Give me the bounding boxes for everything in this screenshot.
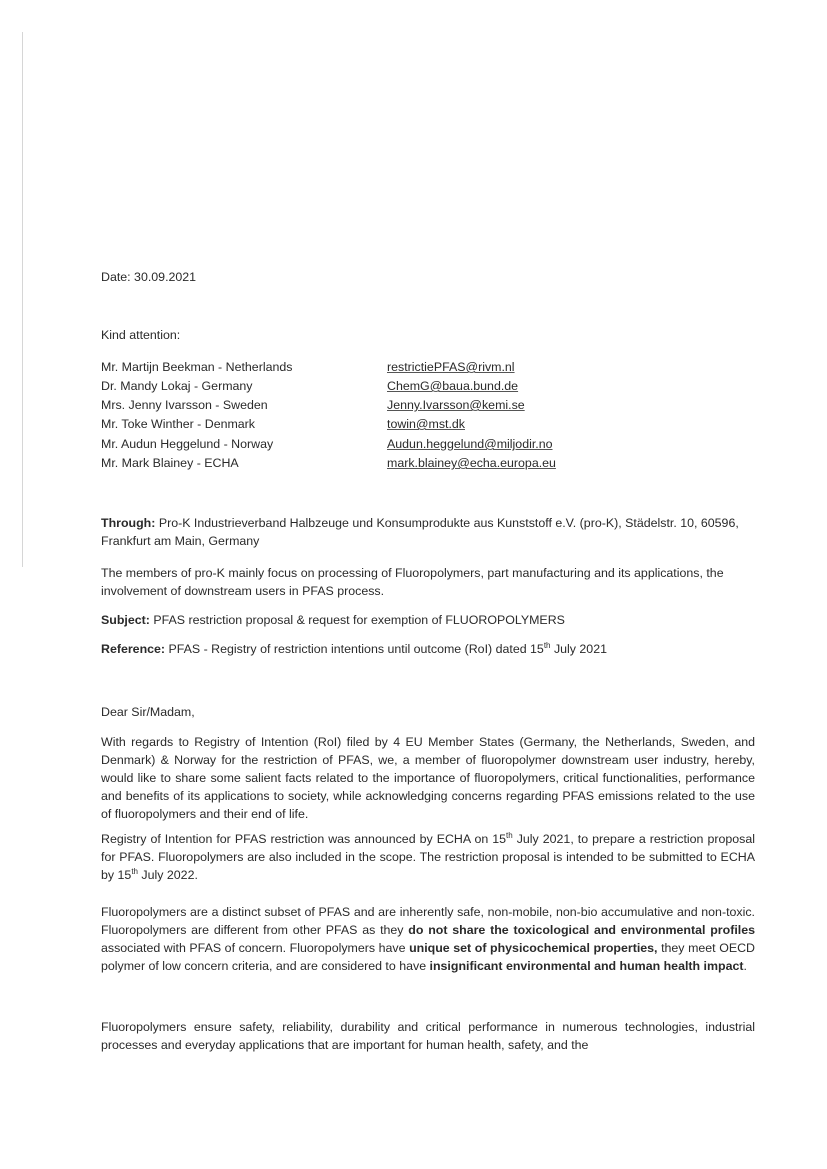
attention-heading: Kind attention: — [101, 328, 181, 342]
recipient-name: Mr. Mark Blainey - ECHA — [101, 456, 239, 470]
through-text: Pro-K Industrieverband Halbzeuge und Konsumprodukte aus Kunststoff e.V. (pro-K), Städelstr. 10, 60596, Frankfurt am Main, Germany — [101, 516, 739, 548]
reference-label: Reference: — [101, 642, 166, 656]
recipient-email-link[interactable]: towin@mst.dk — [387, 417, 465, 431]
subject-line — [101, 611, 755, 629]
body-paragraph-1: With regards to Registry of Intention (RoI) filed by 4 EU Member States (Germany, the Netherlands, Sweden, and Denmark) & Norway for the restriction of PFAS, we, a member of fluoropolymer downstream user industry, hereby, would like to share some salient facts related to the importance of fluoropolymers, critical functionalities, performance and benefits of its applications to society, while acknowledging concerns regarding PFAS emissions related to the use of fluoropolymers and their end of life. — [101, 735, 755, 821]
recipient-name: Mr. Audun Heggelund - Norway — [101, 437, 274, 451]
margin-rule — [22, 32, 23, 567]
recipient-name: Mr. Martijn Beekman - Netherlands — [101, 360, 293, 374]
members-paragraph: The members of pro-K mainly focus on processing of Fluoropolymers, part manufacturing and its applications, the involvement of downstream users in PFAS process. — [101, 566, 724, 598]
recipient-email-link[interactable]: Jenny.Ivarsson@kemi.se — [387, 398, 525, 412]
recipient-name: Dr. Mandy Lokaj - Germany — [101, 379, 253, 393]
subject-label: Subject: — [101, 613, 150, 627]
date-line: Date: 30.09.2021 — [101, 270, 197, 284]
recipient-email-link[interactable]: ChemG@baua.bund.de — [387, 379, 519, 393]
through-line — [101, 514, 755, 550]
salutation: Dear Sir/Madam, — [101, 705, 195, 719]
recipient-name: Mr. Toke Winther - Denmark — [101, 417, 256, 431]
body-paragraph-2: Registry of Intention for PFAS restriction was announced by ECHA on 15th July 2021, to prepare a restriction proposal for PFAS. Fluoropolymers are also included in the scope. The restriction proposal is intended to be submitted to ECHA by 15th July 2022. — [101, 830, 755, 882]
body-paragraph-4: Fluoropolymers ensure safety, reliability, durability and critical performance in numerous technologies, industrial processes and everyday applications that are important for human health, safety, and the — [101, 1020, 755, 1052]
recipient-email-link[interactable]: Audun.heggelund@miljodir.no — [387, 437, 553, 451]
subject-text: PFAS restriction proposal & request for exemption of FLUOROPOLYMERS — [149, 613, 565, 627]
reference-line: Reference: PFAS - Registry of restriction intentions until outcome (RoI) dated 15th July 2021 — [101, 640, 607, 656]
recipient-email-link[interactable]: restrictiePFAS@rivm.nl — [387, 360, 515, 374]
through-label: Through: — [101, 516, 156, 530]
recipient-name: Mrs. Jenny Ivarsson - Sweden — [101, 398, 268, 412]
recipient-email-link[interactable]: mark.blainey@echa.europa.eu — [387, 456, 556, 470]
body-paragraph-3: Fluoropolymers are a distinct subset of PFAS and are inherently safe, non-mobile, non-bio accumulative and non-toxic. Fluoropolymers are different from other PFAS as they do not share the toxicological and environmental profiles associated with PFAS of concern. Fluoropolymers have unique set of physicochemical properties, they meet OECD polymer of low concern criteria, and are considered to have insignificant environmental and human health impact. — [101, 905, 755, 973]
